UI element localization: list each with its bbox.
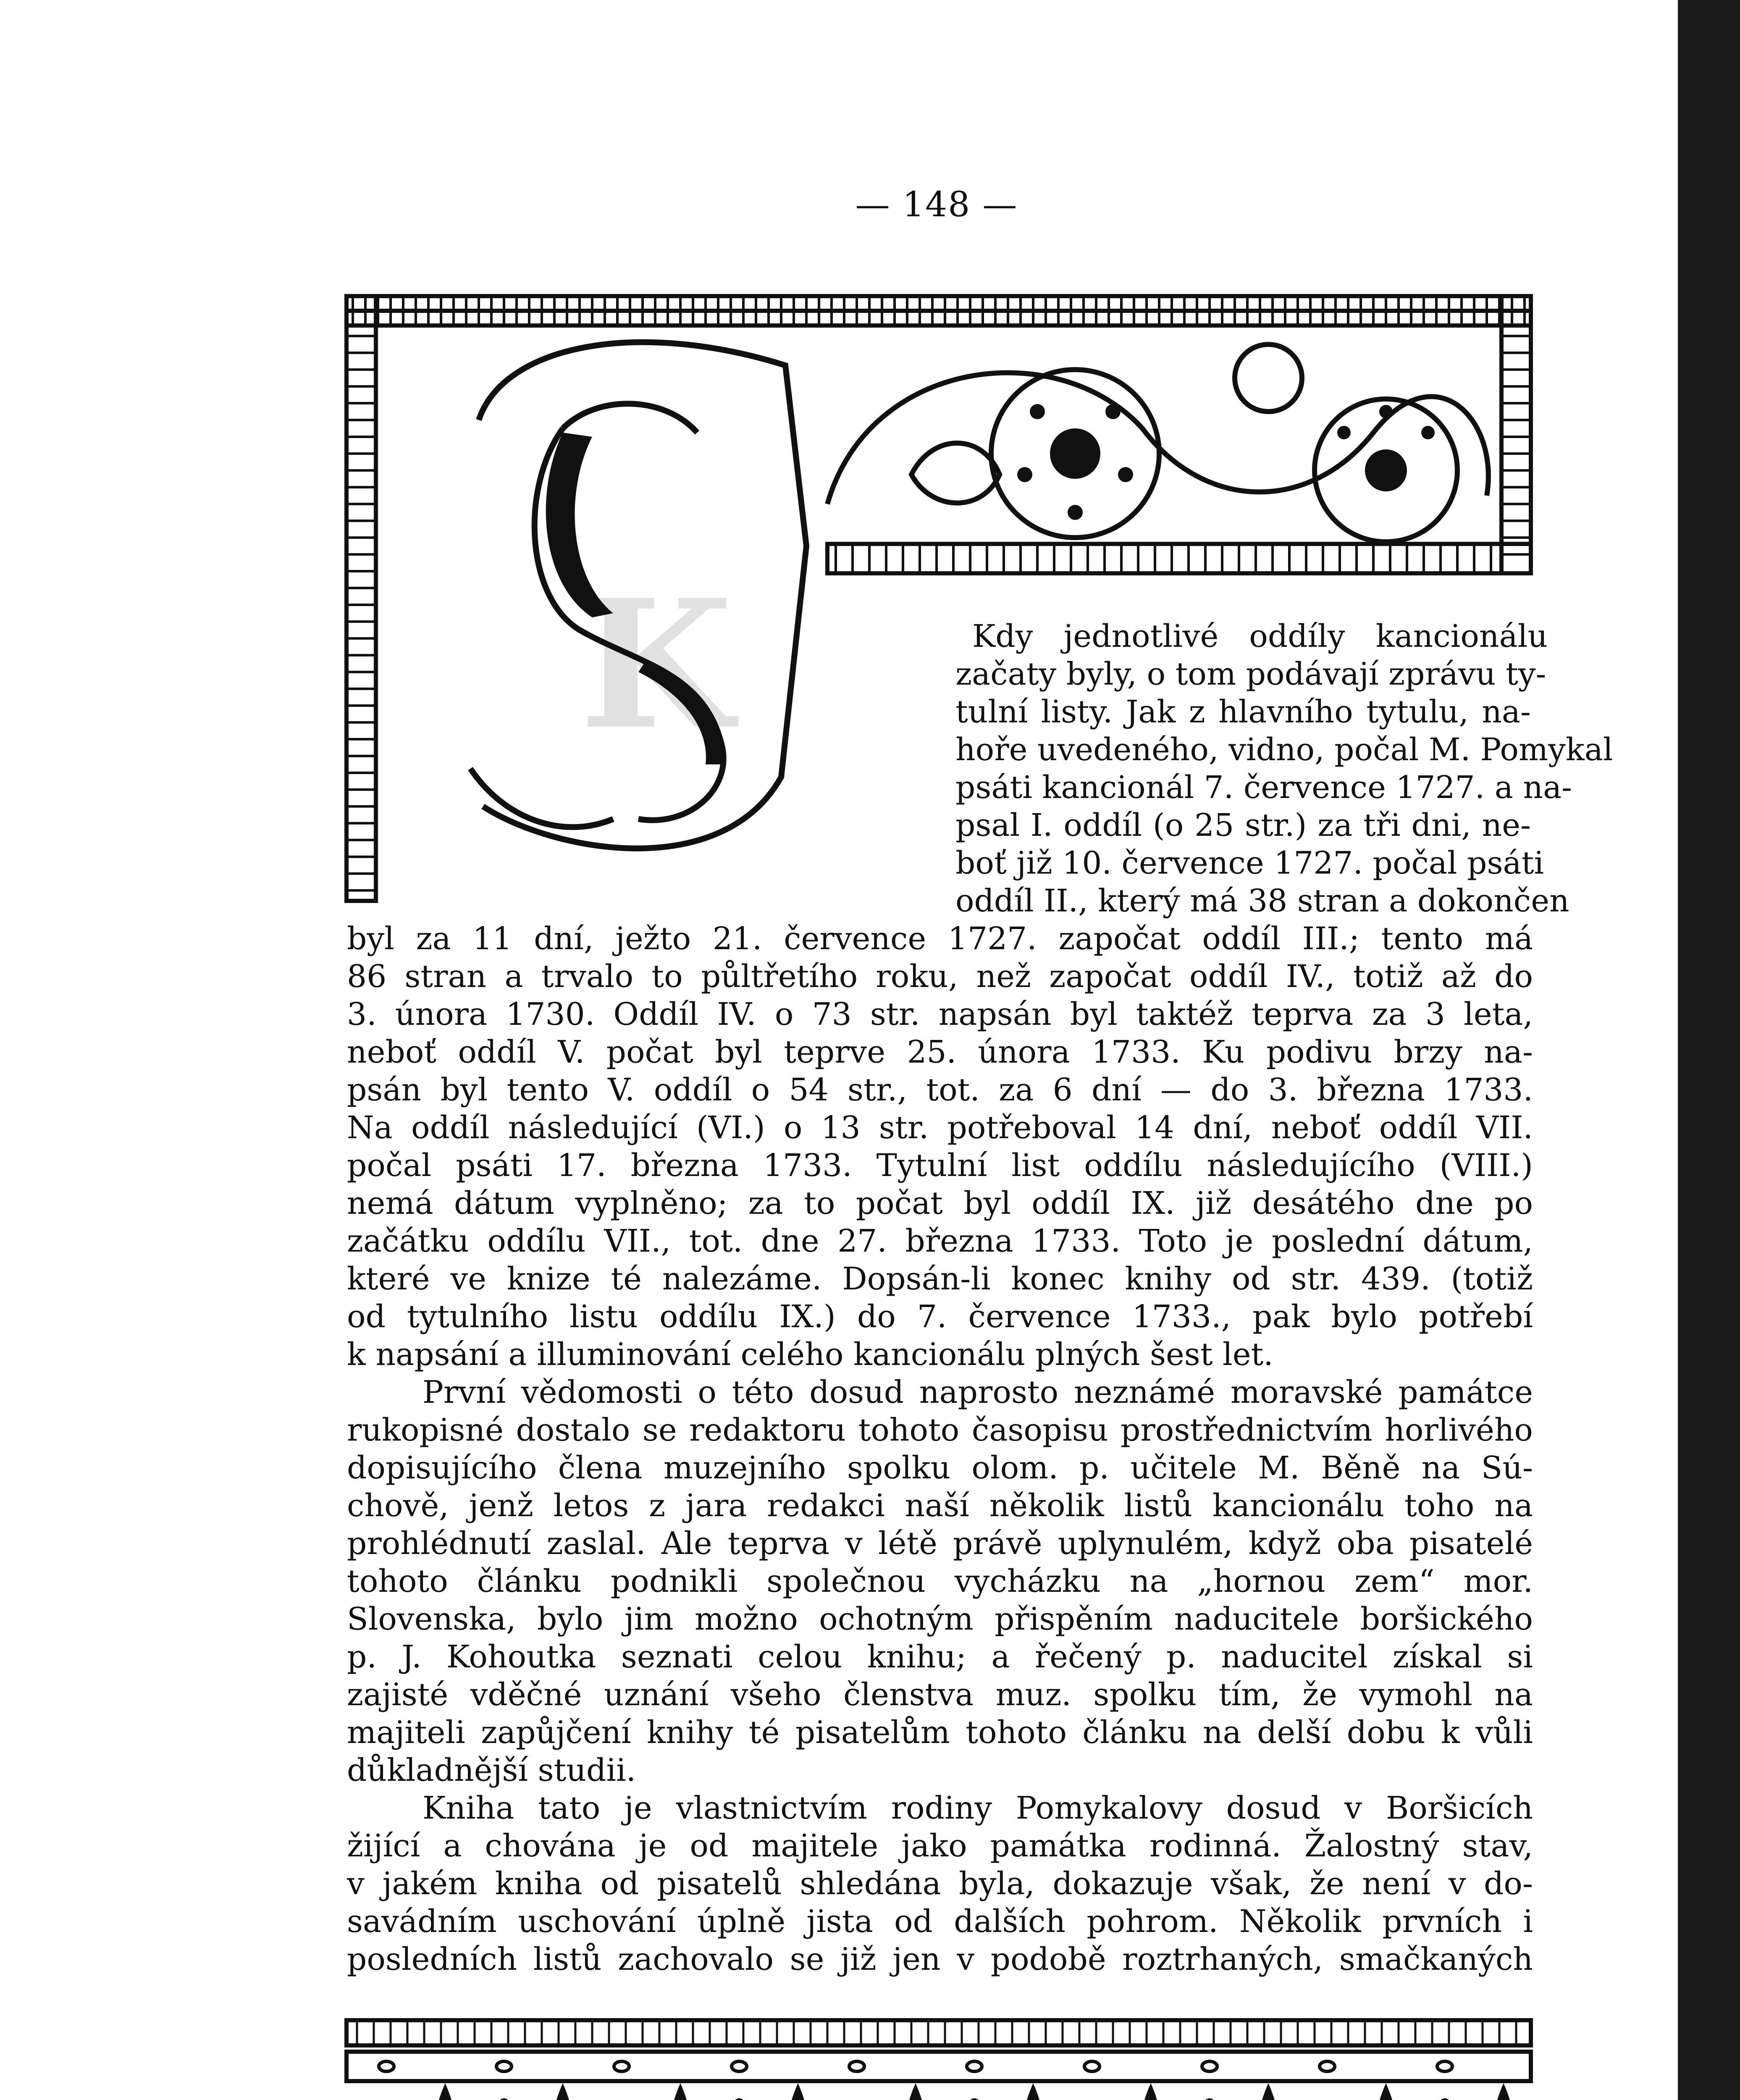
initial-letter: K: [580, 562, 733, 769]
text-line: začaty byly, o tom podávají zprávu ty-: [955, 656, 1546, 692]
text-line: rukopisné dostalo se redaktoru tohoto časopisu prostřednictvím horlivého: [347, 1412, 1533, 1448]
text-line: tohoto článku podnikli společnou vycházku na „hornou zem“ mor.: [347, 1563, 1533, 1599]
text-line: majiteli zapůjčení knihy té pisatelům tohoto článku na delší dobu k vůli: [347, 1714, 1533, 1751]
text-line: k napsání a illuminování celého kancionálu plných šest let.: [347, 1336, 1273, 1373]
text-line: Kniha tato je vlastnictvím rodiny Pomykalovy dosud v Boršicích: [423, 1790, 1533, 1826]
text-line: oddíl II., který má 38 stran a dokončen: [955, 883, 1569, 919]
text-line: zajisté vděčné uznání všeho členstva muz. spolku tím, že vymohl na: [347, 1677, 1533, 1713]
text-line: boť již 10. července 1727. počal psáti: [955, 845, 1544, 881]
text-line: psán byl tento V. oddíl o 54 str., tot. za 6 dní — do 3. března 1733.: [347, 1072, 1533, 1108]
text-line: dopisujícího člena muzejního spolku olom. p. učitele M. Běně na Sú-: [347, 1450, 1533, 1486]
text-line: nemá dátum vyplněno; za to počat byl oddíl IX. již desátého dne po: [347, 1185, 1533, 1221]
text-line: žijící a chována je od majitele jako památka rodinná. Žalostný stav,: [347, 1828, 1533, 1864]
text-line: Kdy jednotlivé oddíly kancionálu: [972, 618, 1548, 654]
text-line: v jakém kniha od pisatelů shledána byla, dokazuje však, že není v do-: [347, 1866, 1533, 1902]
ornamental-tailpiece: [344, 2012, 1533, 2100]
text-line: posledních listů zachovalo se již jen v podobě roztrhaných, smačkaných: [347, 1941, 1533, 1977]
text-line: p. J. Kohoutka seznati celou knihu; a řečený p. naducitel získal si: [347, 1639, 1533, 1675]
text-line: Slovenska, bylo jim možno ochotným přispěním naducitele boršického: [347, 1601, 1533, 1637]
text-line: psáti kancionál 7. července 1727. a na-: [955, 769, 1572, 806]
text-line: důkladnější studii.: [347, 1752, 636, 1788]
text-line: tulní listy. Jak z hlavního tytulu, na-: [955, 694, 1531, 730]
text-line: od tytulního listu oddílu IX.) do 7. července 1733., pak bylo potřebí: [347, 1299, 1533, 1335]
text-line: savádním uschování úplně jista od dalších pohrom. Několik prvních i: [347, 1903, 1533, 1940]
headpiece-right-band: [1501, 296, 1531, 573]
text-line: byl za 11 dní, ježto 21. července 1727. započat oddíl III.; tento má: [347, 921, 1533, 957]
text-line: hoře uvedeného, vidno, počal M. Pomykal: [955, 732, 1613, 768]
text-line: 3. února 1730. Oddíl IV. o 73 str. napsán byl taktéž teprva za 3 leta,: [347, 996, 1533, 1032]
text-line: prohlédnutí zaslal. Ale teprva v létě právě uplynulém, když oba pisatelé: [347, 1525, 1533, 1562]
text-line: 86 stran a trvalo to půltřetího roku, než započat oddíl IV., totiž až do: [347, 958, 1533, 995]
text-line: neboť oddíl V. počat byl teprve 25. února 1733. Ku podivu brzy na-: [347, 1034, 1533, 1070]
page-number: — 148 —: [855, 185, 1018, 225]
text-line: První vědomosti o této dosud naprosto neznámé moravské památce: [423, 1374, 1533, 1410]
scan-edge: [1678, 0, 1740, 2100]
headpiece-bottom-band: [827, 544, 1531, 573]
text-line: počal psáti 17. března 1733. Tytulní list oddílu následujícího (VIII.): [347, 1147, 1533, 1184]
text-line: začátku oddílu VII., tot. dne 27. března 1733. Toto je poslední dátum,: [347, 1223, 1533, 1259]
text-line: psal I. oddíl (o 25 str.) za tři dni, ne-: [955, 807, 1531, 843]
text-line: které ve knize té nalezáme. Dopsán-li konec knihy od str. 439. (totiž: [347, 1261, 1533, 1297]
text-line: Na oddíl následující (VI.) o 13 str. potřeboval 14 dní, neboť oddíl VII.: [347, 1110, 1533, 1146]
text-line: chově, jenž letos z jara redakci naší několik listů kancionálu toho na: [347, 1488, 1533, 1524]
